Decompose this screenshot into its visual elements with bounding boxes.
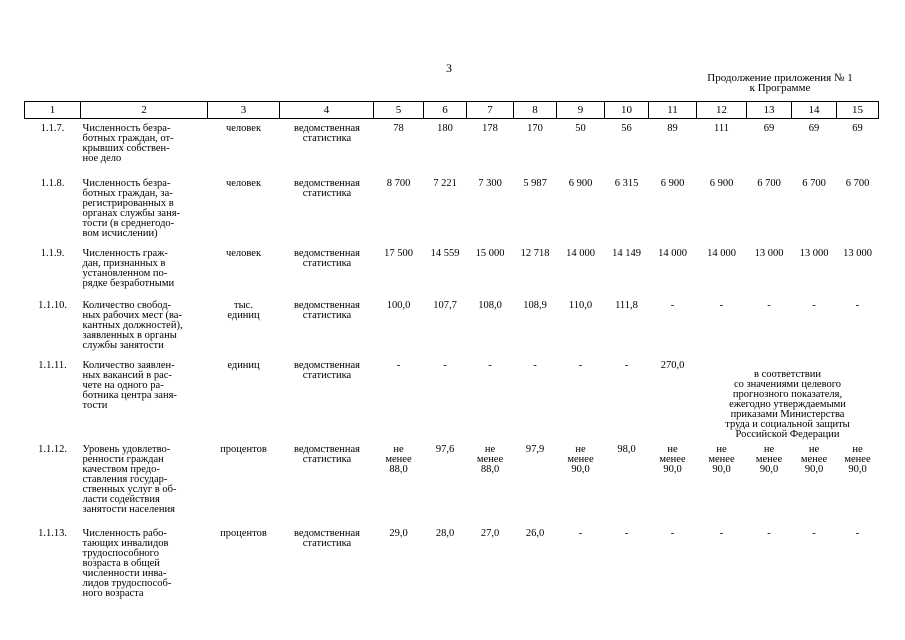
value-cell: -: [578, 527, 583, 539]
value-cell: 14 000: [658, 247, 687, 259]
column-header-11: 11: [649, 102, 697, 119]
data-source: ведомственная статистика: [294, 527, 360, 549]
column-header-5: 5: [374, 102, 424, 119]
table-row: [25, 356, 879, 440]
value-cell: 28,0: [435, 527, 455, 539]
column-header-1: 1: [25, 102, 81, 119]
value-cell: 89: [667, 123, 678, 134]
table-row: [25, 244, 879, 296]
unit-of-measure: человек: [225, 247, 262, 259]
value-cell: 97,6: [435, 443, 455, 455]
row-code: 1.1.8.: [40, 177, 65, 189]
value-cell: 6 900: [709, 177, 734, 189]
value-cell: -: [719, 527, 724, 539]
value-cell: 6 700: [802, 177, 826, 189]
unit-of-measure: процентов: [220, 443, 267, 455]
value-cell: 107,7: [433, 299, 457, 311]
column-header-7: 7: [467, 102, 514, 119]
data-source: ведомственная статистика: [294, 247, 360, 269]
value-cell: -: [624, 359, 629, 371]
indicator-name: Численность безра- ботных граждан, от- крывших собствен- ное дело: [82, 123, 174, 164]
unit-of-measure: единиц: [227, 359, 260, 371]
value-cell: -: [767, 299, 771, 311]
value-cell: 14 559: [430, 247, 460, 259]
continuation-line-2: к Программе: [749, 82, 811, 94]
value-cell: 69: [808, 123, 820, 134]
value-cell: 6 900: [660, 177, 685, 189]
indicator-name: Численность граж- дан, признанных в установленном по- рядке безработными: [82, 247, 175, 289]
unit-of-measure: человек: [225, 123, 262, 134]
row-code: 1.1.7.: [40, 123, 65, 134]
table-body: [25, 119, 879, 604]
value-cell: 13 000: [843, 247, 872, 259]
column-header-13: 13: [747, 102, 792, 119]
table-row: [25, 524, 879, 604]
row-code: 1.1.13.: [38, 527, 67, 539]
value-cell: 14 000: [566, 247, 595, 259]
value-cell: -: [855, 527, 860, 539]
indicator-name: Численность безра- ботных граждан, за- регистрированных в органах службы заня- тости (в среднегодо- вом исчислении): [82, 177, 181, 239]
continuation-header: [660, 73, 900, 93]
data-source: ведомственная статистика: [294, 299, 360, 321]
value-cell: 17 500: [384, 247, 413, 259]
value-cell: -: [533, 359, 537, 371]
value-cell: -: [578, 359, 583, 371]
table-row: [25, 440, 879, 524]
value-cell: 108,9: [523, 299, 547, 311]
value-cell: не менее 90,0: [755, 443, 783, 475]
value-cell: 5 987: [523, 177, 547, 189]
value-cell: не менее 90,0: [708, 443, 735, 475]
indicators-table: [24, 101, 879, 604]
value-cell: не менее 90,0: [567, 443, 594, 475]
row-code: 1.1.12.: [38, 443, 67, 455]
value-cell: -: [443, 359, 447, 371]
value-cell: -: [812, 299, 816, 311]
data-source: ведомственная статистика: [294, 123, 360, 144]
value-cell: не менее 90,0: [800, 443, 828, 475]
value-cell: 50: [575, 123, 586, 134]
column-header-15: 15: [837, 102, 879, 119]
value-cell: 69: [852, 123, 863, 134]
value-cell: не менее 90,0: [659, 443, 686, 475]
value-cell: 111,8: [615, 299, 638, 311]
value-cell: 180: [437, 123, 453, 134]
value-cell: 98,0: [617, 443, 636, 455]
value-cell: 110,0: [568, 299, 593, 311]
value-cell: 97,9: [525, 443, 545, 455]
page-number: 3: [446, 61, 452, 75]
data-source: ведомственная статистика: [294, 359, 360, 381]
value-cell: 8 700: [386, 177, 411, 189]
value-cell: 69: [763, 123, 775, 134]
value-cell: -: [670, 299, 675, 311]
data-source: ведомственная статистика: [294, 177, 360, 199]
value-cell: 270,0: [660, 359, 685, 371]
value-cell: -: [855, 299, 860, 311]
value-cell: 14 149: [612, 247, 641, 259]
column-header-3: 3: [208, 102, 280, 119]
indicator-name: Численность рабо- тающих инвалидов трудоспособного возраста в общей численности инва- лидов трудоспособ- ного возраста: [82, 527, 172, 599]
column-header-9: 9: [557, 102, 605, 119]
value-cell: 13 000: [799, 247, 829, 259]
value-cell: 78: [393, 123, 404, 134]
column-header-10: 10: [605, 102, 649, 119]
merged-note: в соответствии со значениями целевого прогнозного показателя, ежегодно утверждаемыми приказами Министерства труда и социальной защиты Российской Федерации: [725, 368, 850, 440]
value-cell: 26,0: [525, 527, 545, 539]
value-cell: 178: [482, 123, 498, 134]
value-cell: 6 700: [845, 177, 870, 189]
indicator-name: Количество заявлен- ных вакансий в рас- чете на одного ра- ботника центра заня- тости: [82, 359, 177, 411]
unit-of-measure: человек: [225, 177, 262, 189]
indicator-name: Уровень удовлетво- ренности граждан качеством предо- ставления государ- ственных услуг в об- ласти содействия занятости населения: [82, 443, 177, 515]
column-header-8: 8: [514, 102, 557, 119]
value-cell: не менее 88,0: [385, 443, 412, 475]
row-code: 1.1.11.: [38, 359, 67, 371]
value-cell: 15 000: [475, 247, 505, 259]
row-code: 1.1.9.: [40, 247, 65, 259]
value-cell: не менее 88,0: [476, 443, 504, 475]
column-header-14: 14: [792, 102, 837, 119]
table-row: [25, 174, 879, 244]
value-cell: 29,0: [389, 527, 408, 539]
value-cell: -: [670, 527, 675, 539]
value-cell: 100,0: [386, 299, 411, 311]
column-header-2: 2: [81, 102, 208, 119]
data-source: ведомственная статистика: [294, 443, 360, 465]
column-header-4: 4: [280, 102, 374, 119]
value-cell: 12 718: [520, 247, 550, 259]
value-cell: 108,0: [478, 299, 502, 311]
header-row: [25, 102, 879, 119]
column-header-12: 12: [697, 102, 747, 119]
unit-of-measure: процентов: [220, 527, 267, 539]
value-cell: 6 700: [757, 177, 781, 189]
value-cell: 7 221: [433, 177, 457, 189]
value-cell: -: [396, 359, 401, 371]
value-cell: 13 000: [754, 247, 784, 259]
table-row: [25, 296, 879, 356]
value-cell: -: [624, 527, 629, 539]
column-header-6: 6: [424, 102, 467, 119]
value-cell: 14 000: [707, 247, 736, 259]
table-row: [25, 119, 879, 174]
indicator-name: Количество свобод- ных рабочих мест (ва- кантных должностей), заявленных в органы службы занятости: [82, 299, 183, 351]
value-cell: не менее 90,0: [844, 443, 871, 475]
value-cell: 6 315: [614, 177, 639, 189]
value-cell: -: [767, 527, 771, 539]
value-cell: 56: [621, 123, 632, 134]
row-code: 1.1.10.: [38, 299, 67, 311]
value-cell: -: [812, 527, 816, 539]
unit-of-measure: тыс. единиц: [227, 299, 260, 321]
value-cell: 6 900: [568, 177, 593, 189]
value-cell: -: [719, 299, 724, 311]
continuation-line-1: Продолжение приложения № 1: [707, 72, 853, 84]
value-cell: 27,0: [480, 527, 500, 539]
value-cell: 111: [714, 123, 729, 134]
value-cell: 7 300: [478, 177, 502, 189]
value-cell: 170: [527, 123, 543, 134]
value-cell: -: [488, 359, 492, 371]
